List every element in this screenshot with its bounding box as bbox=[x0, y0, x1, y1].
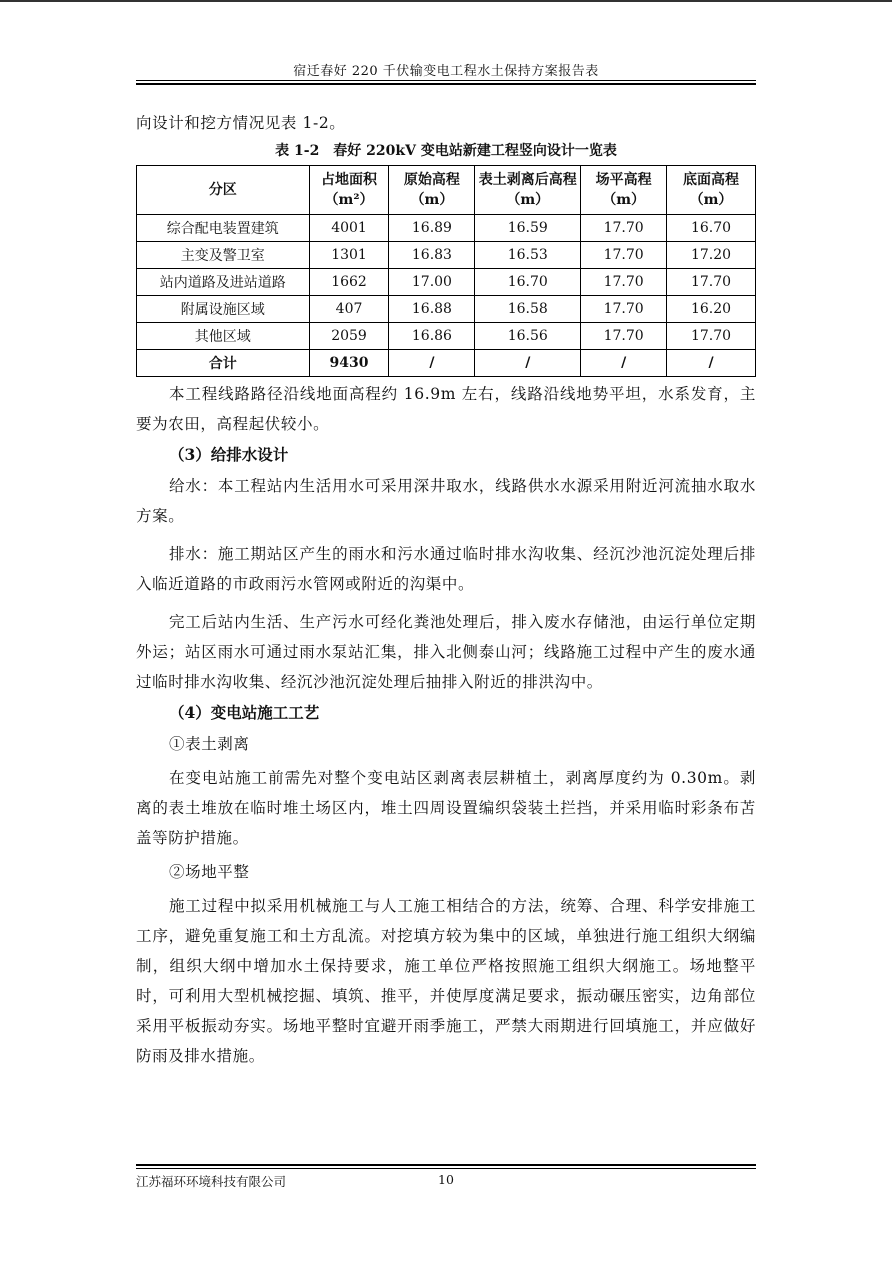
table-cell: / bbox=[581, 350, 667, 377]
table-cell: 17.70 bbox=[667, 269, 756, 296]
section-heading: （3）给排水设计 bbox=[169, 445, 289, 464]
table-row bbox=[137, 323, 756, 350]
table-row bbox=[137, 296, 756, 323]
table-cell: 16.86 bbox=[389, 323, 475, 350]
paragraph: 给水：本工程站内生活用水可采用深井取水，线路供水水源采用附近河流抽水取水方案。 bbox=[136, 477, 756, 525]
table-cell: 17.70 bbox=[581, 242, 667, 269]
header-rule bbox=[136, 80, 756, 81]
table-cell: 17.70 bbox=[581, 215, 667, 242]
table-cell: 16.83 bbox=[389, 242, 475, 269]
table-row bbox=[137, 269, 756, 296]
page-header: 宿迁春好 220 千伏输变电工程水土保持方案报告表 bbox=[293, 64, 599, 79]
paragraph: 排水：施工期站区产生的雨水和污水通过临时排水沟收集、经沉沙池沉淀处理后排入临近道路的市政雨污水管网或附近的沟渠中。 bbox=[136, 545, 756, 593]
document-body bbox=[136, 108, 756, 1071]
table-cell: 4001 bbox=[309, 215, 389, 242]
table-cell: 合计 bbox=[137, 350, 310, 377]
page-number: 10 bbox=[438, 1172, 454, 1187]
paragraph: 完工后站内生活、生产污水可经化粪池处理后，排入废水存储池，由运行单位定期外运；站区雨水可通过雨水泵站汇集，排入北侧泰山河；线路施工过程中产生的废水通过临时排水沟收集、经沉沙池沉淀处理后抽排入附近的排洪沟中。 bbox=[136, 613, 756, 691]
table-cell: 17.70 bbox=[667, 323, 756, 350]
table-cell: 9430 bbox=[309, 350, 389, 377]
table-cell: 16.70 bbox=[475, 269, 581, 296]
footer-rule bbox=[136, 1168, 756, 1169]
table-cell: 16.59 bbox=[475, 215, 581, 242]
table-cell: 16.89 bbox=[389, 215, 475, 242]
header-cell: 表土剥离后高程（m） bbox=[475, 166, 581, 215]
table-cell: 16.70 bbox=[667, 215, 756, 242]
top-border bbox=[0, 0, 892, 2]
header-cell: 原始高程（m） bbox=[389, 166, 475, 215]
table-cell: 附属设施区域 bbox=[137, 296, 310, 323]
table-cell: 16.53 bbox=[475, 242, 581, 269]
subsection-title: ②场地平整 bbox=[169, 863, 250, 881]
table-cell: 站内道路及进站道路 bbox=[137, 269, 310, 296]
intro-line: 向设计和挖方情况见表 1-2。 bbox=[136, 114, 346, 132]
table-cell: 16.56 bbox=[475, 323, 581, 350]
footer-rule-thick bbox=[136, 1164, 756, 1166]
paragraph: 本工程线路路径沿线地面高程约 16.9m 左右，线路沿线地势平坦，水系发育，主要为农田，高程起伏较小。 bbox=[136, 385, 756, 433]
table-cell: / bbox=[475, 350, 581, 377]
vertical-design-table bbox=[136, 165, 756, 377]
table-cell: / bbox=[667, 350, 756, 377]
table-cell: 407 bbox=[309, 296, 389, 323]
table-cell: 综合配电装置建筑 bbox=[137, 215, 310, 242]
subsection-title: ①表土剥离 bbox=[169, 735, 250, 753]
paragraph: 施工过程中拟采用机械施工与人工施工相结合的方法，统筹、合理、科学安排施工工序，避免重复施工和土方乱流。对挖填方较为集中的区域，单独进行施工组织大纲编制，组织大纲中增加水土保持要求，施工单位严格按照施工组织大纲施工。场地整平时，可利用大型机械挖掘、填筑、推平，并使厚度满足要求，振动碾压密实，边角部位采用平板振动夯实。场地平整时宜避开雨季施工，严禁大雨期进行回填施工，并应做好防雨及排水措施。 bbox=[136, 897, 756, 1065]
header-cell: 底面高程（m） bbox=[667, 166, 756, 215]
table-cell: 17.00 bbox=[389, 269, 475, 296]
table-header-row bbox=[137, 166, 756, 215]
table-caption: 表 1-2 春好 220kV 变电站新建工程竖向设计一览表 bbox=[275, 143, 617, 159]
table-cell: 主变及警卫室 bbox=[137, 242, 310, 269]
section-heading: （4）变电站施工工艺 bbox=[169, 703, 320, 722]
table-row bbox=[137, 215, 756, 242]
table-row bbox=[137, 242, 756, 269]
table-cell: 17.70 bbox=[581, 269, 667, 296]
table-cell: 16.88 bbox=[389, 296, 475, 323]
table-cell: 17.20 bbox=[667, 242, 756, 269]
table-cell: 1662 bbox=[309, 269, 389, 296]
header-rule-thick bbox=[136, 83, 756, 85]
header-cell: 场平高程（m） bbox=[581, 166, 667, 215]
table-cell: 17.70 bbox=[581, 296, 667, 323]
table-cell: 2059 bbox=[309, 323, 389, 350]
company-name: 江苏福环环境科技有限公司 bbox=[136, 1174, 287, 1189]
table-cell: 16.20 bbox=[667, 296, 756, 323]
header-cell: 分区 bbox=[137, 166, 310, 215]
table-cell: 16.58 bbox=[475, 296, 581, 323]
paragraph: 在变电站施工前需先对整个变电站区剥离表层耕植土，剥离厚度约为 0.30m。剥离的表土堆放在临时堆土场区内，堆土四周设置编织袋装土拦挡，并采用临时彩条布苫盖等防护措施。 bbox=[136, 769, 756, 847]
table-cell: 17.70 bbox=[581, 323, 667, 350]
table-cell: 其他区域 bbox=[137, 323, 310, 350]
table-cell: 1301 bbox=[309, 242, 389, 269]
header-cell: 占地面积（m²） bbox=[309, 166, 389, 215]
table-total-row bbox=[137, 350, 756, 377]
table-cell: / bbox=[389, 350, 475, 377]
